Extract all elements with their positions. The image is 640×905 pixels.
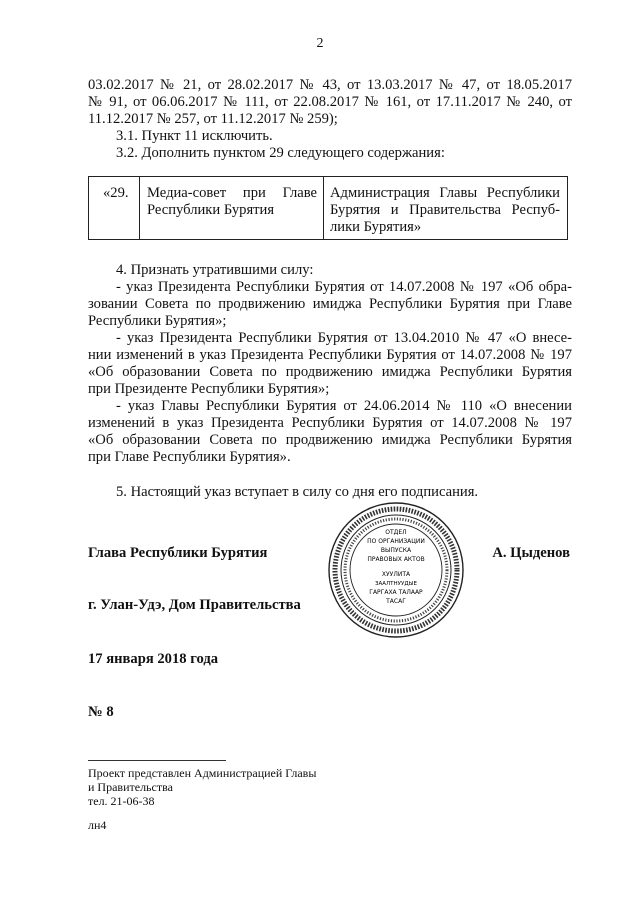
item-3-1: 3.1. Пункт 11 исключить. [116,128,273,144]
footer-line-2: и Правительства [88,780,173,794]
item-4-line-3: Республики Бурятия»; [88,313,227,329]
table-cell-body-3: лики Бурятия» [330,219,422,235]
seal-text-3: ВЫПУСКА [380,547,412,554]
decree-number: № 8 [88,704,114,720]
item-4-line-2: зовании Совета по продвижению имиджа Республики Бурятия при Главе [88,296,572,312]
seal-text-4: ПРАВОВЫХ АКТОВ [367,556,425,563]
seal-text-1: ОТДЕЛ [385,529,407,536]
signing-place: г. Улан-Удэ, Дом Правительства [88,597,301,613]
seal-text-7: ГАРГАХА ТАЛААР [369,589,423,596]
item-4-line-9: изменений в указ Президента Республики Бурятия от 14.07.2008 № 197 [88,415,572,431]
item-4-line-8: - указ Главы Республики Бурятия от 24.06.2014 № 110 «О внесении [116,398,572,414]
item-3-2: 3.2. Дополнить пунктом 29 следующего содержания: [116,145,445,161]
footnote-rule [88,760,226,761]
table-cell-name-2: Республики Бурятия [147,202,275,218]
footer-line-1: Проект представлен Администрацией Главы [88,766,317,780]
item-4-line-7: при Президенте Республики Бурятия»; [88,381,330,397]
seal-text-5: ХУУЛИТА [381,571,411,578]
item-4-line-11: при Главе Республики Бурятия». [88,449,291,465]
item-4-line-4: - указ Президента Республики Бурятия от 13.04.2010 № 47 «О внесе- [116,330,572,346]
seal-text-8: ТАСАГ [386,598,406,605]
footer-phone: тел. 21-06-38 [88,794,155,808]
footer-code: лн4 [88,818,107,832]
table-cell-number: «29. [103,185,129,201]
signatory-title: Глава Республики Бурятия [88,545,268,561]
signatory-name: А. Цыденов [492,545,570,561]
seal-text-6: ЗААЛТНУУДЫЕ [374,581,418,587]
table-cell-body-2: Бурятия и Правительства Респуб- [330,202,560,218]
intro-line-1: 03.02.2017 № 21, от 28.02.2017 № 43, от 13.03.2017 № 47, от 18.05.2017 [88,77,572,93]
item-4-line-5: нии изменений в указ Президента Республики Бурятия от 14.07.2008 № 197 [88,347,572,363]
item-4: 4. Признать утратившими силу: [116,262,314,278]
seal-text-2: ПО ОРГАНИЗАЦИИ [367,538,425,545]
item-4-line-10: «Об образовании Совета по продвижению имиджа Республики Бурятия [88,432,572,448]
page-number: 2 [316,36,324,51]
item-4-line-1: - указ Президента Республики Бурятия от 14.07.2008 № 197 «Об обра- [116,279,572,295]
item-4-line-6: «Об образовании Совета по продвижению имиджа Республики Бурятия [88,364,572,380]
signing-date: 17 января 2018 года [88,651,219,667]
item-5: 5. Настоящий указ вступает в силу со дня его подписания. [116,484,479,500]
table-cell-name-1: Медиа-совет при Главе [147,185,317,201]
appendix-table [88,176,568,240]
intro-line-2: № 91, от 06.06.2017 № 111, от 22.08.2017 № 161, от 17.11.2017 № 240, от [88,94,572,110]
intro-line-3: 11.12.2017 № 257, от 11.12.2017 № 259); [88,111,338,127]
table-cell-body-1: Администрация Главы Республики [330,185,560,201]
official-seal [326,500,466,640]
